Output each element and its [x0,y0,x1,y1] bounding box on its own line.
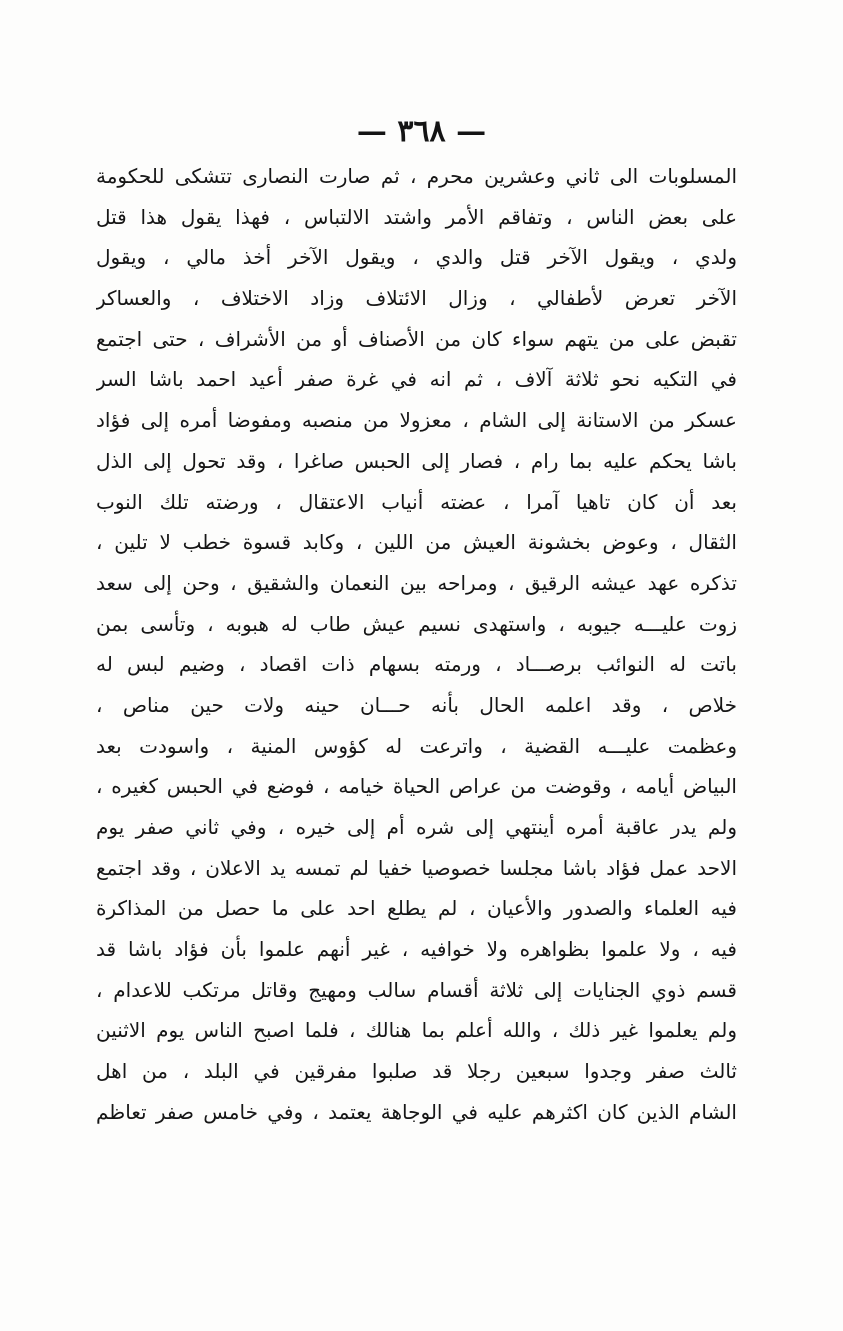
text-line: المسلوبات الى ثاني وعشرين محرم ، ثم صارت النصارى تتشكى للحكومة [96,164,737,188]
text-line: الآخر تعرض لأطفالي ، وزال الائتلاف وزاد الاختلاف ، والعساكر [96,286,737,311]
text-line: تقبض على من يتهم سواء كان من الأصناف أو من الأشراف ، حتى اجتمع [96,326,737,351]
text-line: باشا يحكم عليه بما رام ، فصار إلى الحبس صاغرا ، وقد تحول إلى الذل [96,448,737,473]
text-line: البياض أيامه ، وقوضت من عراص الحياة خيامه ، فوضع في الحبس كغيره ، [96,774,737,799]
body-text [96,156,737,1133]
text-line: في التكيه نحو ثلاثة آلاف ، ثم انه في غرة صفر أعيد احمد باشا السر [96,367,737,392]
page-number: — ٣٦٨ — [356,114,487,149]
text-line: عسكر من الاستانة إلى الشام ، معزولا من منصبه ومفوضا أمره إلى فؤاد [96,408,737,433]
text-line: باتت له النوائب برصـــاد ، ورمته بسهام ذات اقصاد ، وضيم لبس له [96,652,737,677]
text-line: ولدي ، ويقول الآخر قتل والدي ، ويقول الآخر أخذ مالي ، ويقول [96,245,737,270]
text-line: على بعض الناس ، وتفاقم الأمر واشتد الالتباس ، فهذا يقول هذا قتل [96,204,737,229]
text-line: ولم يدر عاقبة أمره أينتهي إلى شره أم إلى خيره ، وفي ثاني صفر يوم [96,815,737,839]
text-line: فيه ، ولا علموا بظواهره ولا خوافيه ، غير أنهم علموا بأن فؤاد باشا قد [96,937,737,962]
text-line: فيه العلماء والصدور والأعيان ، لم يطلع احد على ما حصل من المذاكرة [96,896,737,921]
text-line: تذكره عهد عيشه الرقيق ، ومراحه بين النعمان والشقيق ، وحن إلى سعد [96,570,737,595]
text-line: الثقال ، وعوض بخشونة العيش من اللين ، وكابد قسوة خطب لا تلين ، [96,530,737,555]
text-line: الشام الذين كان اكثرهم عليه في الوجاهة يعتمد ، وفي خامس صفر تعاظم [96,1099,737,1124]
text-line: بعد أن كان تاهيا آمرا ، عضته أنياب الاعتقال ، ورضته تلك النوب [96,489,737,514]
text-line: خلاص ، وقد اعلمه الحال بأنه حـــان حينه ولات حين مناص ، [96,692,737,717]
text-line: زوت عليـــه جيوبه ، واستهدى نسيم عيش طاب له هبوبه ، وتأسى بمن [96,611,737,636]
text-line: ولم يعلموا غير ذلك ، والله أعلم بما هنالك ، فلما اصبح الناس يوم الاثنين [96,1018,737,1043]
text-line: ثالث صفر وجدوا سبعين رجلا قد صلبوا مفرقين في البلد ، من اهل [96,1059,737,1084]
text-line: قسم ذوي الجنايات إلى ثلاثة أقسام سالب ومهيج وقاتل مرتكب للاعدام ، [96,977,737,1002]
text-line: وعظمت عليـــه القضية ، واترعت له كؤوس المنية ، واسودت بعد [96,733,737,758]
text-line: الاحد عمل فؤاد باشا مجلسا خصوصيا خفيا لم تمسه يد الاعلان ، وقد اجتمع [96,855,737,880]
